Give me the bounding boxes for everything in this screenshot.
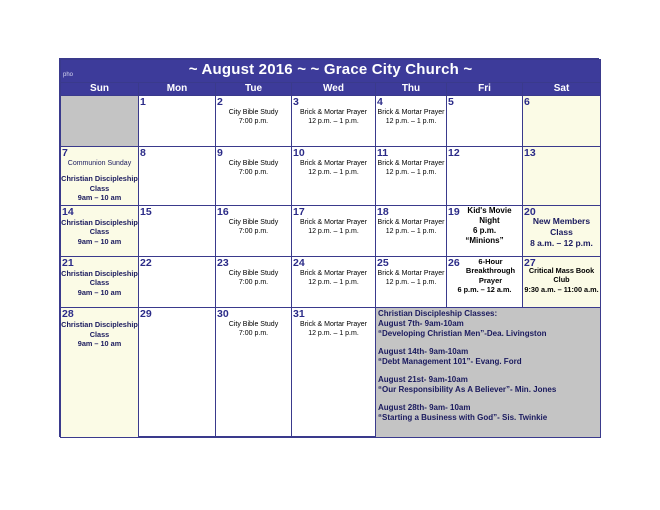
- date-number: 26: [448, 256, 460, 269]
- date-number: 22: [140, 256, 152, 269]
- day-cell: [216, 308, 292, 438]
- empty-day-cell: [61, 95, 139, 146]
- date-number: 6: [524, 95, 530, 108]
- event-time: 7:00 p.m.: [238, 330, 269, 338]
- day-cell: [216, 205, 292, 256]
- date-number: 5: [448, 95, 454, 108]
- day-cell: [139, 95, 216, 146]
- week-row: [61, 205, 601, 256]
- day-cell: [139, 308, 216, 438]
- date-number: 7: [62, 147, 68, 160]
- event-time: 12 p.m. – 1 p.m.: [308, 227, 359, 235]
- date-number: 15: [140, 205, 152, 218]
- date-number: 18: [377, 205, 389, 218]
- event-title: New Members Class: [532, 215, 591, 237]
- notes-date: August 21st- 9am-10am: [378, 375, 468, 385]
- date-number: 25: [377, 256, 389, 269]
- event-time: 12 p.m. – 1 p.m.: [308, 330, 359, 338]
- event-title: Brick & Mortar Prayer: [300, 218, 367, 226]
- event-time: 12 p.m. – 1 p.m.: [385, 227, 437, 235]
- date-number: 29: [140, 308, 152, 321]
- event-time: 12 p.m. – 1 p.m.: [385, 278, 437, 286]
- day-cell: [61, 256, 139, 307]
- date-number: 11: [377, 147, 389, 160]
- date-number: 3: [293, 95, 299, 108]
- day-cell: [292, 205, 376, 256]
- day-cell: [376, 205, 447, 256]
- day-cell: [376, 147, 447, 205]
- event-time: 7:00 p.m.: [238, 278, 269, 286]
- date-number: 10: [293, 147, 305, 160]
- notes-topic: “Starting a Business with God”- Sis. Twinkie: [378, 413, 548, 423]
- event-time: 12 p.m. – 1 p.m.: [385, 169, 437, 177]
- day-cell: [216, 95, 292, 146]
- event-time: 6 p.m. – 12 a.m.: [457, 285, 512, 295]
- event-time: 7:00 p.m.: [238, 117, 269, 125]
- discipleship-notes: [376, 308, 601, 438]
- event-title: Kid's Movie Night: [467, 205, 512, 225]
- corner-text: pho: [63, 72, 74, 78]
- event-time: 6 p.m.: [472, 225, 497, 235]
- day-cell: [216, 256, 292, 307]
- week-row: [61, 308, 601, 438]
- event-time: 12 p.m. – 1 p.m.: [308, 117, 359, 125]
- week-row: [61, 256, 601, 307]
- date-number: 8: [140, 147, 146, 160]
- event-title: Christian Discipleship Class: [61, 217, 138, 237]
- date-number: 4: [377, 95, 383, 108]
- event-time: 7:00 p.m.: [238, 227, 269, 235]
- event-title: Communion Sunday: [67, 160, 132, 168]
- event-title: Brick & Mortar Prayer: [300, 160, 367, 168]
- date-number: 1: [140, 95, 146, 108]
- notes-topic: “Our Responsibility As A Believer”- Min. Jones: [378, 385, 557, 395]
- day-cell: [292, 308, 376, 438]
- day-header: Wed: [292, 82, 376, 95]
- notes-topic: “Developing Christian Men”-Dea. Livingston: [378, 329, 547, 339]
- date-number: 2: [217, 95, 223, 108]
- date-number: 13: [524, 147, 536, 160]
- event-detail: “Minions”: [465, 235, 504, 245]
- day-cell: [376, 256, 447, 307]
- week-row: [61, 147, 601, 205]
- event-title: Christian Discipleship Class: [61, 174, 138, 193]
- event-title: 6-Hour Breakthrough Prayer: [465, 256, 516, 285]
- date-number: 30: [217, 308, 229, 321]
- event-title: Brick & Mortar Prayer: [377, 108, 445, 116]
- date-number: 27: [524, 256, 536, 269]
- notes-date: August 7th- 9am-10am: [378, 319, 464, 329]
- date-number: 16: [217, 205, 229, 218]
- event-title: City Bible Study: [228, 218, 279, 226]
- date-number: 23: [217, 256, 229, 269]
- calendar-title: ~ August 2016 ~ ~ Grace City Church ~: [188, 61, 473, 78]
- weekday-header: [61, 82, 601, 95]
- title-bar: [61, 60, 601, 83]
- event-title: Brick & Mortar Prayer: [377, 269, 445, 277]
- notes-date: August 14th- 9am-10am: [378, 347, 469, 357]
- event-title: Christian Discipleship Class: [61, 268, 138, 288]
- day-cell: [376, 95, 447, 146]
- event-time: 9:30 a.m. – 11:00 a.m.: [524, 284, 599, 294]
- day-header: Sun: [61, 82, 139, 95]
- calendar-grid: [60, 59, 601, 438]
- day-header: Sat: [523, 82, 601, 95]
- day-cell: [61, 147, 139, 205]
- event-title: City Bible Study: [228, 108, 279, 116]
- day-header: Mon: [139, 82, 216, 95]
- day-cell: [292, 256, 376, 307]
- day-cell: [447, 147, 523, 205]
- day-cell: [292, 95, 376, 146]
- date-number: 28: [62, 308, 74, 321]
- event-time: 7:00 p.m.: [238, 169, 269, 177]
- week-row: [61, 95, 601, 146]
- event-time: 9am – 10 am: [77, 339, 122, 349]
- event-time: 8 a.m. – 12 p.m.: [530, 237, 593, 248]
- day-cell: [523, 205, 601, 256]
- event-time: 9am – 10 am: [77, 193, 122, 203]
- event-title: Brick & Mortar Prayer: [377, 160, 445, 168]
- day-cell: [216, 147, 292, 205]
- event-title: Brick & Mortar Prayer: [300, 321, 367, 329]
- event-time: 12 p.m. – 1 p.m.: [308, 169, 359, 177]
- notes-heading: Christian Discipleship Classes:: [378, 309, 498, 319]
- day-cell: [139, 205, 216, 256]
- event-time: 12 p.m. – 1 p.m.: [385, 117, 437, 125]
- date-number: 20: [524, 205, 536, 218]
- day-cell: [292, 147, 376, 205]
- day-cell: [61, 308, 139, 438]
- notes-date: August 28th- 9am- 10am: [378, 403, 471, 413]
- event-time: 9am – 10 am: [77, 287, 122, 297]
- day-cell: [139, 147, 216, 205]
- date-number: 14: [62, 205, 74, 218]
- date-number: 24: [293, 256, 305, 269]
- calendar: [59, 58, 599, 437]
- notes-topic: “Debt Management 101”- Evang. Ford: [378, 357, 522, 367]
- event-title: Brick & Mortar Prayer: [300, 108, 367, 116]
- day-cell: [523, 95, 601, 146]
- day-header: Tue: [216, 82, 292, 95]
- event-time: 9am – 10 am: [77, 236, 122, 246]
- date-number: 19: [448, 205, 460, 218]
- day-cell: [523, 256, 601, 307]
- event-title: City Bible Study: [228, 321, 279, 329]
- date-number: 9: [217, 147, 223, 160]
- day-cell: [523, 147, 601, 205]
- day-cell: [447, 205, 523, 256]
- event-title: Critical Mass Book Club: [528, 265, 595, 285]
- day-cell: [447, 95, 523, 146]
- date-number: 12: [448, 147, 460, 160]
- day-cell: [61, 205, 139, 256]
- event-title: City Bible Study: [228, 160, 279, 168]
- date-number: 31: [293, 308, 305, 321]
- event-title: Brick & Mortar Prayer: [377, 218, 445, 226]
- date-number: 17: [293, 205, 305, 218]
- day-header: Fri: [447, 82, 523, 95]
- event-title: Brick & Mortar Prayer: [300, 269, 367, 277]
- date-number: 21: [62, 256, 74, 269]
- day-header: Thu: [376, 82, 447, 95]
- event-time: 12 p.m. – 1 p.m.: [308, 278, 359, 286]
- day-cell: [139, 256, 216, 307]
- event-title: Christian Discipleship Class: [61, 320, 138, 339]
- day-cell: [447, 256, 523, 307]
- event-title: City Bible Study: [228, 269, 279, 277]
